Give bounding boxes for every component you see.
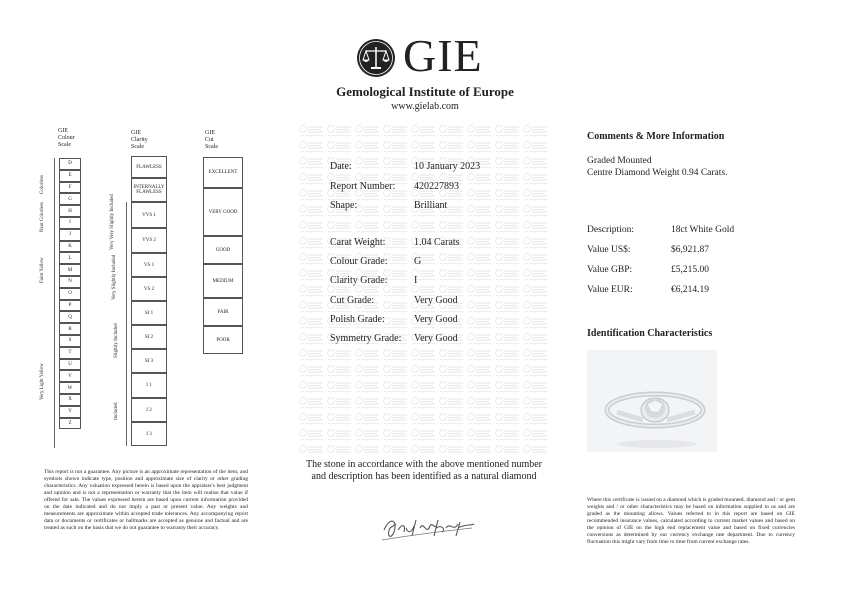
disclaimer-left: This report is not a guarantee. Any picture is an approximate representation of the item, and symbols shown indicate type, position and approximate size of clarity or other grading characteristics. Any valuation expressed herein is based upon the appraiser's best judgment and opinion and is not a representation or warranty that the item will realise that value if offered for sale. The values expressed herein are based upon current information provided on the date indicated and do not imply a past or present value. Any weights and measurements are approximate within accepted trade tolerances. Any accompanying report data or documents or certificates or hallmarks are accepted as genuine and factual and are treated as such on the basis that we do not guarantee to warranty their accuracy. (44, 469, 248, 531)
report-value: I (414, 275, 418, 286)
report-value: Very Good (414, 295, 458, 306)
clarity-grade-box: SI 2 (131, 325, 167, 349)
report-label: Date: (330, 161, 352, 172)
report-value: 1.04 Carats (414, 237, 460, 248)
colour-group-label: Very Light Yellow (40, 363, 45, 400)
colour-group-label: Colorless (40, 175, 45, 194)
colour-scale-title: GIE Colour Scale (58, 128, 75, 148)
disclaimer-right: Where this certificate is issued on a diamond which is graded mounted, diamond and / or gem weights and / or other characteristics may be based on information supplied to us and are graded as the mounting allows. Values referred to in this report are based on GIE recommended insurance values, calculated according to current market values and based on the opinion of GIE on the high end replacement value and based on fixed currencies conversions as determined by our currency exchange rate department. Due to currency fluctuation this might vary from time to time from current exchange rates. (587, 497, 795, 545)
colour-grade-box: Q (59, 311, 81, 323)
colour-group-label: Near Colorless (40, 202, 45, 232)
website-url: www.gielab.com (391, 101, 459, 112)
colour-grade-box: N (59, 276, 81, 288)
comment-line: Graded Mounted (587, 156, 652, 166)
report-label: Report Number: (330, 181, 396, 192)
group-bracket (126, 301, 127, 373)
brand-name: GIE (403, 30, 483, 81)
gie-seal-logo (356, 38, 396, 78)
colour-grade-box: S (59, 335, 81, 347)
cut-grade-box: EXCELLENT (203, 157, 243, 188)
value-amount: €6,214.19 (671, 285, 709, 295)
clarity-group-label: Very Very Slightly Included (110, 194, 115, 250)
colour-group-label: Faint Yellow (40, 257, 45, 283)
report-value: 420227893 (414, 181, 459, 192)
comments-heading: Comments & More Information (587, 131, 725, 142)
cut-grade-box: FAIR (203, 298, 243, 326)
value-amount: $6,921.87 (671, 245, 709, 255)
clarity-grade-box: VVS 2 (131, 228, 167, 253)
report-value: G (414, 256, 422, 267)
clarity-group-label: Slightly Included (114, 323, 119, 358)
colour-grade-box: M (59, 264, 81, 276)
value-label: Value GBP: (587, 265, 633, 275)
clarity-grade-box: VVS 1 (131, 202, 167, 228)
value-label: Value US$: (587, 245, 631, 255)
group-bracket (54, 158, 55, 196)
colour-grade-box: O (59, 288, 81, 300)
report-label: Cut Grade: (330, 295, 375, 306)
colour-grade-box: J (59, 229, 81, 241)
cut-grade-box: MEDIUM (203, 264, 243, 298)
ring-photo (587, 350, 717, 452)
comment-line: Centre Diamond Weight 0.94 Carats. (587, 168, 728, 178)
group-bracket (54, 196, 55, 234)
clarity-grade-box: VS 1 (131, 253, 167, 277)
colour-grade-box: P (59, 300, 81, 312)
value-label: Value EUR: (587, 285, 633, 295)
colour-grade-box: F (59, 182, 81, 194)
report-label: Shape: (330, 200, 358, 211)
clarity-grade-box: SI 1 (131, 301, 167, 325)
identification-heading: Identification Characteristics (587, 328, 713, 339)
colour-grade-box: L (59, 252, 81, 264)
group-bracket (54, 234, 55, 283)
cut-grade-box: VERY GOOD (203, 188, 243, 236)
colour-grade-box: R (59, 323, 81, 335)
report-value: Brilliant (414, 200, 448, 211)
colour-grade-box: H (59, 205, 81, 217)
clarity-group-label: Very Slightly Included (112, 254, 117, 300)
value-amount: 18ct White Gold (671, 225, 735, 235)
group-bracket (54, 329, 55, 448)
report-label: Polish Grade: (330, 314, 385, 325)
clarity-group-label: Included (114, 402, 119, 420)
report-label: Carat Weight: (330, 237, 386, 248)
clarity-grade-box: INTERNALLY FLAWLESS (131, 178, 167, 202)
group-bracket (126, 253, 127, 301)
clarity-scale-title: GIE Clarity Scale (131, 130, 148, 150)
report-label: Symmetry Grade: (330, 333, 402, 344)
value-amount: £5,215.00 (671, 265, 709, 275)
colour-grade-box: T (59, 347, 81, 359)
group-bracket (126, 373, 127, 446)
colour-grade-box: I (59, 217, 81, 229)
group-bracket (54, 283, 55, 329)
report-value: 10 January 2023 (414, 161, 481, 172)
value-label: Description: (587, 225, 634, 235)
clarity-grade-box: I 1 (131, 373, 167, 398)
clarity-grade-box: I 2 (131, 398, 167, 422)
clarity-grade-box: I 3 (131, 422, 167, 446)
colour-grade-box: G (59, 193, 81, 205)
clarity-grade-box: FLAWLESS (131, 156, 167, 178)
organization-name: Gemological Institute of Europe (336, 84, 514, 99)
colour-grade-box: W (59, 382, 81, 394)
report-value: Very Good (414, 314, 458, 325)
natural-diamond-statement: The stone in accordance with the above mentioned number (305, 459, 543, 470)
colour-grade-box: E (59, 170, 81, 182)
colour-grade-box: Y (59, 406, 81, 418)
report-label: Clarity Grade: (330, 275, 388, 286)
report-label: Colour Grade: (330, 256, 388, 267)
colour-grade-box: V (59, 370, 81, 382)
report-value: Very Good (414, 333, 458, 344)
colour-grade-box: Z (59, 418, 81, 430)
clarity-grade-box: SI 3 (131, 349, 167, 373)
cut-scale-title: GIE Cut Scale (205, 130, 218, 150)
cut-grade-box: GOOD (203, 236, 243, 264)
colour-grade-box: U (59, 359, 81, 371)
clarity-grade-box: VS 2 (131, 277, 167, 301)
group-bracket (126, 202, 127, 253)
natural-diamond-statement: and description has been identified as a natural diamond (311, 471, 537, 482)
colour-grade-box: K (59, 241, 81, 253)
colour-grade-box: D (59, 158, 81, 170)
cut-grade-box: POOR (203, 326, 243, 354)
colour-grade-box: X (59, 394, 81, 406)
watermark-pattern (298, 124, 550, 454)
signature (376, 506, 480, 550)
